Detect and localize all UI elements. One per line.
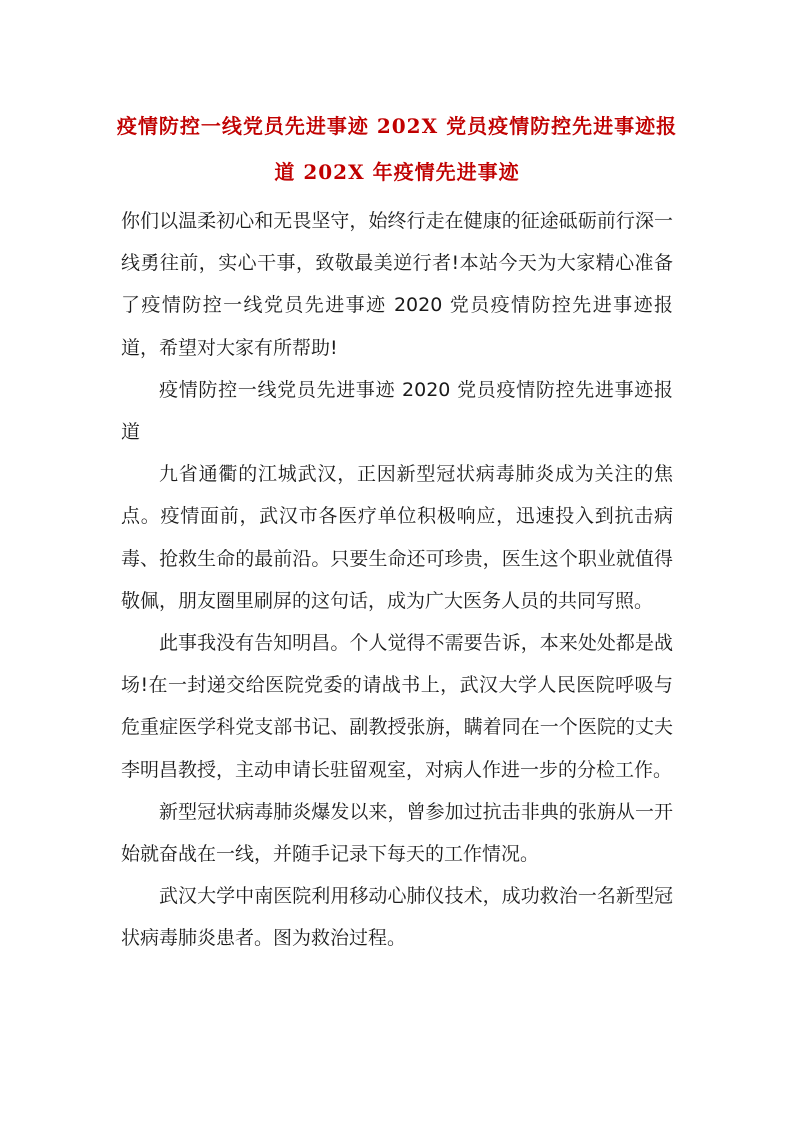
intro-paragraph: 你们以温柔初心和无畏坚守，始终行走在健康的征途砥砺前行深一线勇往前，实心干事，致敬最美逆行者!本站今天为大家精心准备了疫情防控一线党员先进事迹 2020 党员疫情防控先进事迹报道，希望对大家有所帮助!: [121, 210, 673, 359]
body-paragraph: 武汉大学中南医院利用移动心肺仪技术，成功救治一名新型冠状病毒肺炎患者。图为救治过程。: [121, 885, 673, 950]
body-paragraph: 九省通衢的江城武汉，正因新型冠状病毒肺炎成为关注的焦点。疫情面前，武汉市各医疗单位积极响应，迅速投入到抗击病毒、抢救生命的最前沿。只要生命还可珍贵，医生这个职业就值得敬佩，朋友圈里刷屏的这句话，成为广大医务人员的共同写照。: [121, 463, 673, 612]
document-body: [121, 200, 673, 960]
body-paragraph: 此事我没有告知明昌。个人觉得不需要告诉，本来处处都是战场!在一封递交给医院党委的请战书上，武汉大学人民医院呼吸与危重症医学科党支部书记、副教授张旃，瞒着同在一个医院的丈夫李明昌教授，主动申请长驻留观室，对病人作进一步的分检工作。: [121, 632, 673, 781]
subheading-paragraph: 疫情防控一线党员先进事迹 2020 党员疫情防控先进事迹报道: [121, 378, 673, 444]
document-title: 疫情防控一线党员先进事迹 202X 党员疫情防控先进事迹报道 202X 年疫情先进事迹: [116, 114, 678, 184]
body-paragraph: 新型冠状病毒肺炎爆发以来，曾参加过抗击非典的张旃从一开始就奋战在一线，并随手记录下每天的工作情况。: [121, 800, 673, 866]
